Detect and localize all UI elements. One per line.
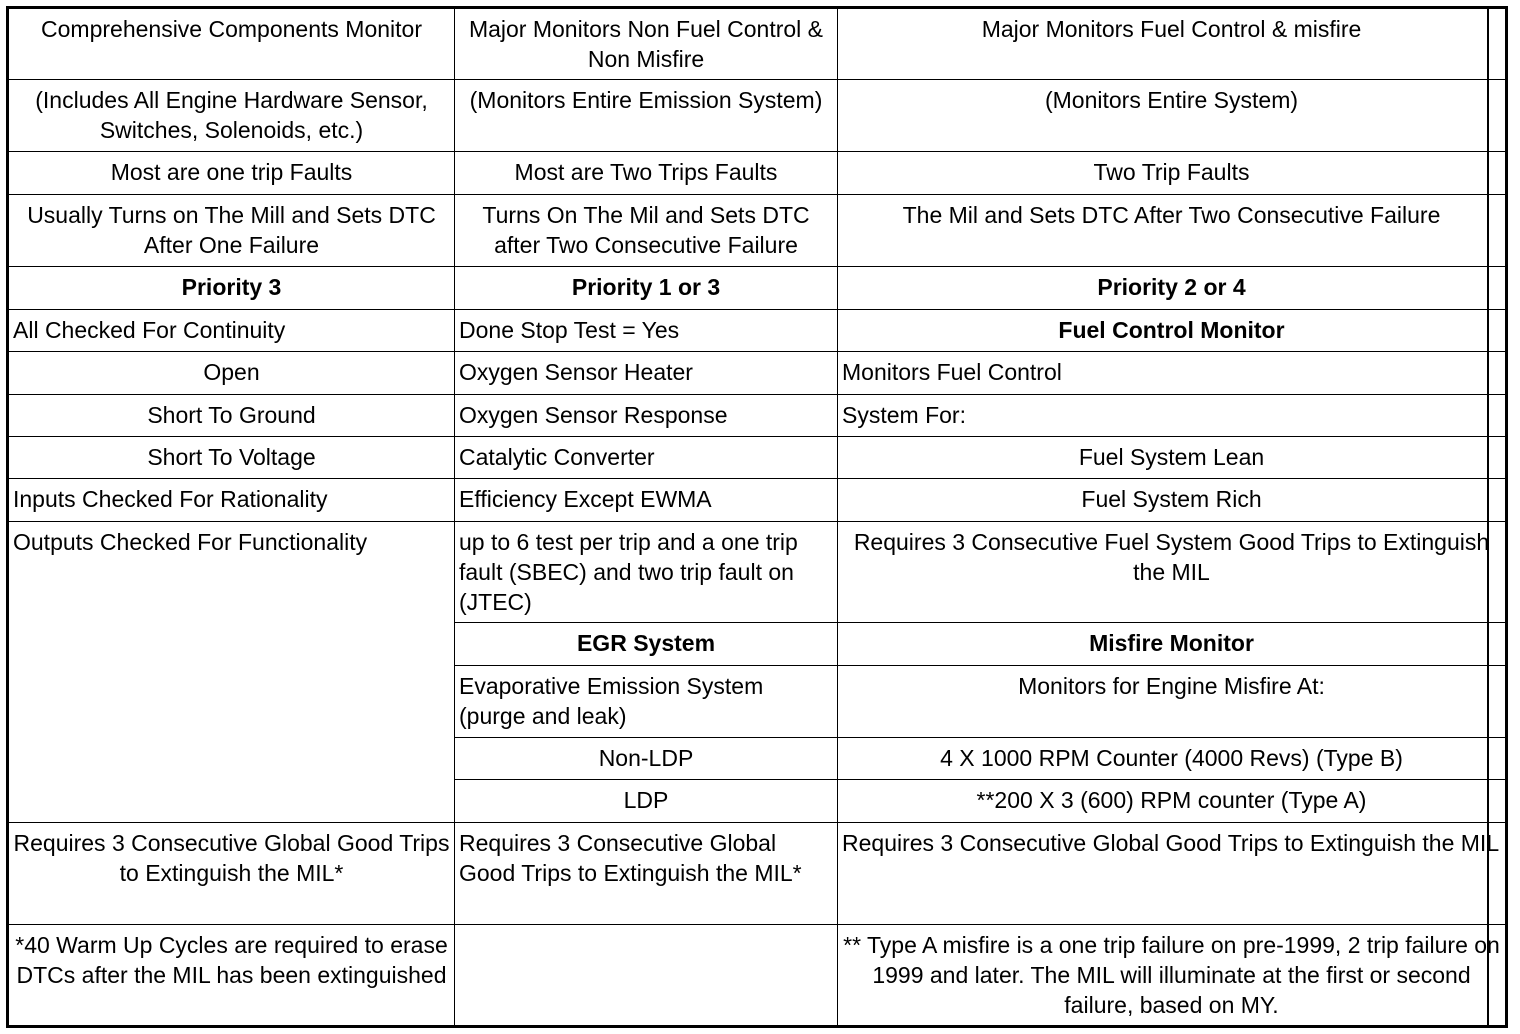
table-row <box>8 437 1507 479</box>
section-heading-cell: Fuel Control Monitor <box>838 310 1507 352</box>
table-row <box>8 395 1507 437</box>
table-cell: Inputs Checked For Rationality <box>8 479 455 522</box>
section-heading-cell: Misfire Monitor <box>838 623 1507 666</box>
table-row <box>8 8 1507 80</box>
table-cell: Fuel System Lean <box>838 437 1507 479</box>
table-cell: Requires 3 Consecutive Fuel System Good Trips to Extinguish the MIL <box>838 522 1507 623</box>
priority-cell: Priority 3 <box>8 267 455 310</box>
priority-cell: Priority 1 or 3 <box>455 267 838 310</box>
table-cell: System For: <box>838 395 1507 437</box>
table-row <box>8 80 1507 152</box>
footnote-cell: *40 Warm Up Cycles are required to erase DTCs after the MIL has been extinguished <box>8 925 455 1027</box>
table-row <box>8 925 1507 1027</box>
table-cell: Usually Turns on The Mill and Sets DTC After One Failure <box>8 195 455 267</box>
header-comprehensive-components: Comprehensive Components Monitor <box>8 8 455 80</box>
table-cell: Monitors for Engine Misfire At: <box>838 666 1507 738</box>
table-cell: (Monitors Entire System) <box>838 80 1507 152</box>
table-cell: Open <box>8 352 455 395</box>
table-row <box>8 267 1507 310</box>
table-cell: **200 X 3 (600) RPM counter (Type A) <box>838 780 1507 823</box>
table-row <box>8 195 1507 267</box>
table-row <box>8 522 1507 623</box>
table-cell: Short To Ground <box>8 395 455 437</box>
table-cell: 4 X 1000 RPM Counter (4000 Revs) (Type B) <box>838 738 1507 780</box>
table-cell: Efficiency Except EWMA <box>455 479 838 522</box>
table-cell: up to 6 test per trip and a one trip fault (SBEC) and two trip fault on (JTEC) <box>455 522 838 623</box>
table-cell: Requires 3 Consecutive Global Good Trips to Extinguish the MIL* <box>455 823 838 925</box>
table-row <box>8 152 1507 195</box>
table-cell: Two Trip Faults <box>838 152 1507 195</box>
monitor-comparison-table <box>6 6 1508 1028</box>
table-cell: All Checked For Continuity <box>8 310 455 352</box>
table-cell: Non-LDP <box>455 738 838 780</box>
table-cell: Most are Two Trips Faults <box>455 152 838 195</box>
priority-cell: Priority 2 or 4 <box>838 267 1507 310</box>
header-major-fuel-misfire: Major Monitors Fuel Control & misfire <box>838 8 1507 80</box>
empty-cell <box>455 925 838 1027</box>
table-row <box>8 479 1507 522</box>
footnote-cell: ** Type A misfire is a one trip failure on pre-1999, 2 trip failure on 1999 and later. The MIL will illuminate at the first or second failure, based on MY. <box>838 925 1507 1027</box>
table-cell: Evaporative Emission System (purge and leak) <box>455 666 838 738</box>
table-row <box>8 310 1507 352</box>
table-cell: Requires 3 Consecutive Global Good Trips to Extinguish the MIL <box>838 823 1507 925</box>
table-cell: Monitors Fuel Control <box>838 352 1507 395</box>
table-row <box>8 352 1507 395</box>
table-cell: Most are one trip Faults <box>8 152 455 195</box>
table-cell: Oxygen Sensor Response <box>455 395 838 437</box>
table-cell: (Monitors Entire Emission System) <box>455 80 838 152</box>
header-major-non-fuel: Major Monitors Non Fuel Control & Non Misfire <box>455 8 838 80</box>
table-cell: Fuel System Rich <box>838 479 1507 522</box>
table-cell: Requires 3 Consecutive Global Good Trips to Extinguish the MIL* <box>8 823 455 925</box>
table-cell: Outputs Checked For Functionality <box>8 522 455 823</box>
section-heading-cell: EGR System <box>455 623 838 666</box>
table-cell: The Mil and Sets DTC After Two Consecutive Failure <box>838 195 1507 267</box>
table-cell: Catalytic Converter <box>455 437 838 479</box>
table-cell: (Includes All Engine Hardware Sensor, Switches, Solenoids, etc.) <box>8 80 455 152</box>
table-row <box>8 823 1507 925</box>
table-cell: LDP <box>455 780 838 823</box>
table-cell: Done Stop Test = Yes <box>455 310 838 352</box>
table-cell: Oxygen Sensor Heater <box>455 352 838 395</box>
table-cell: Turns On The Mil and Sets DTC after Two Consecutive Failure <box>455 195 838 267</box>
table-cell: Short To Voltage <box>8 437 455 479</box>
